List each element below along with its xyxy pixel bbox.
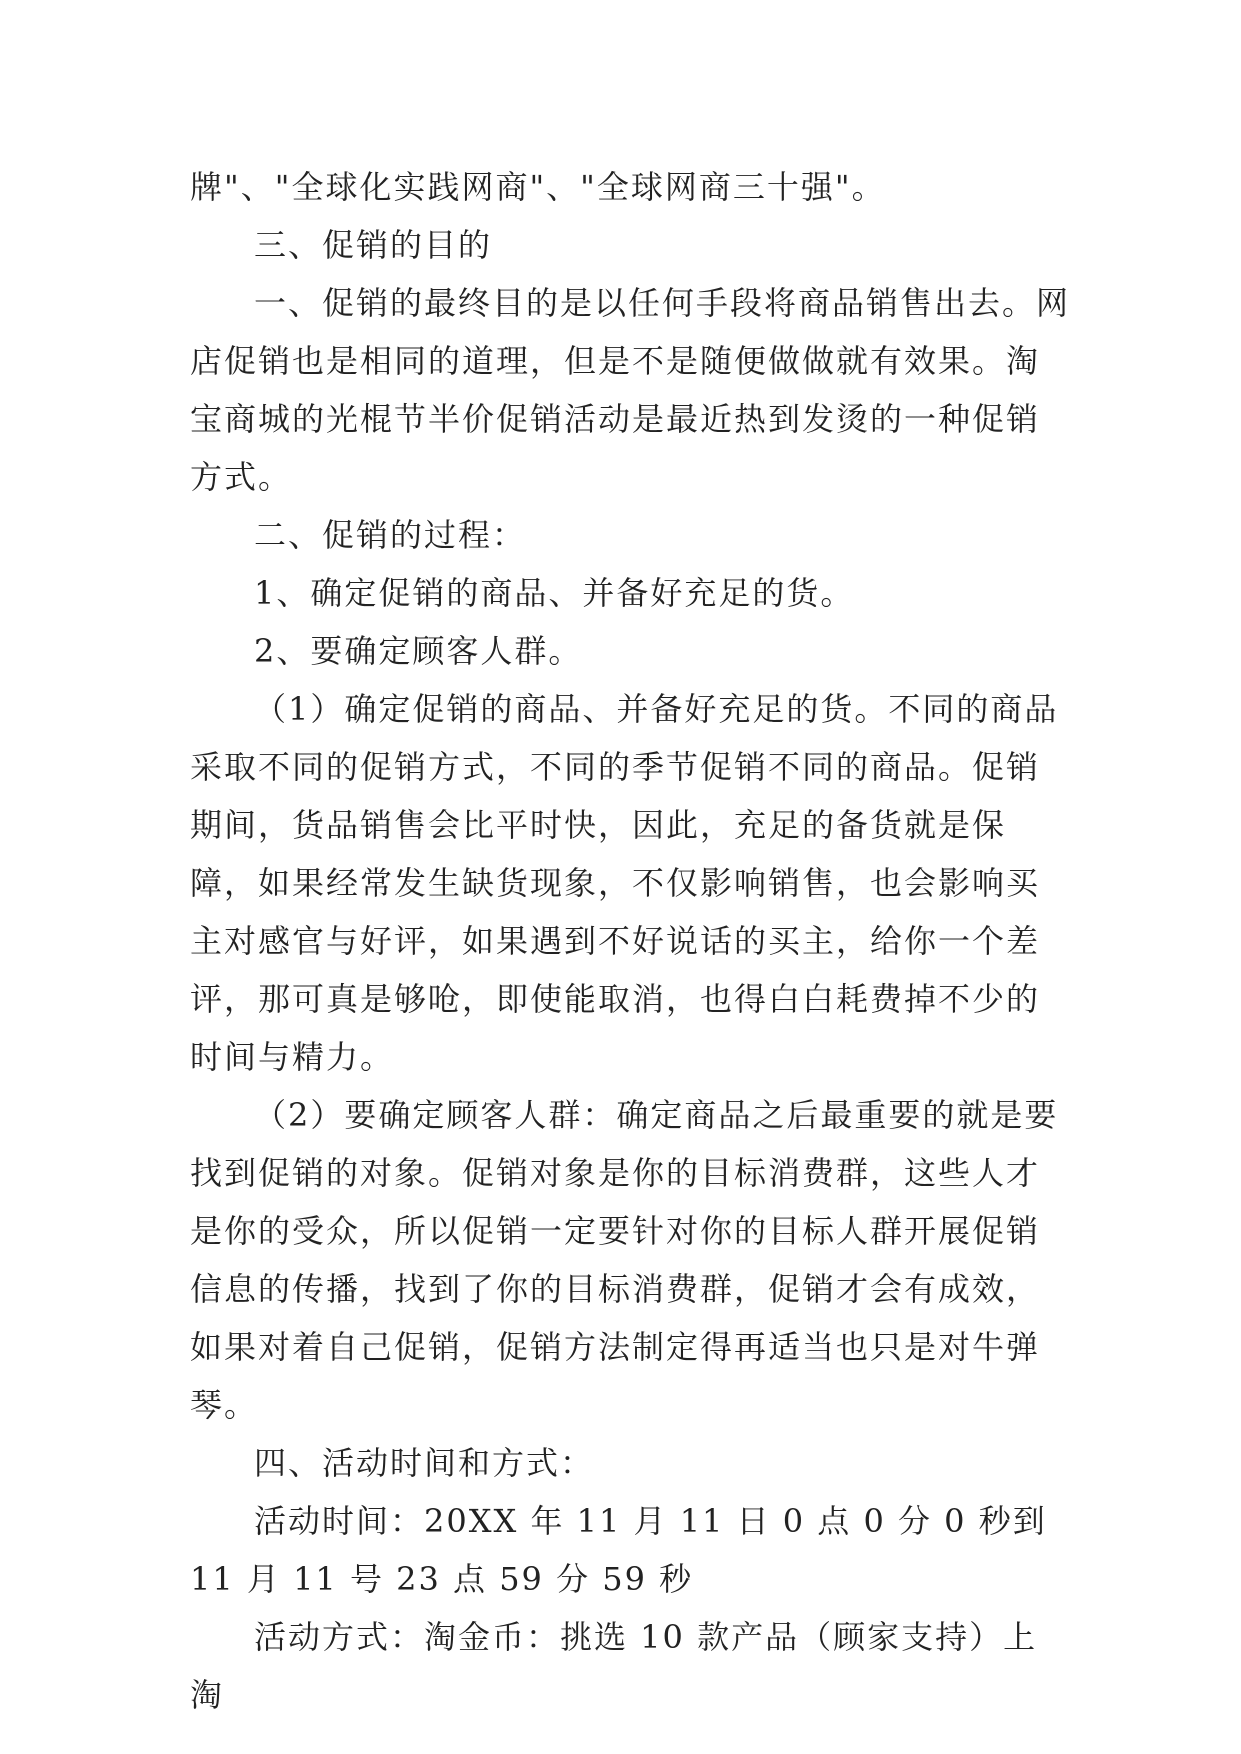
paragraph: 活动方式：淘金币：挑选 10 款产品（顾家支持）上淘: [190, 1618, 1038, 1714]
paragraph: （2）要确定顾客人群：确定商品之后最重要的就是要找到促销的对象。促销对象是你的目标消费群，这些人才是你的受众，所以促销一定要针对你的目标人群开展促销信息的传播，找到了你的目标消费群，促销才会有成效，如果对着自己促销，促销方法制定得再适当也只是对牛弹琴。: [190, 1096, 1059, 1424]
paragraph: 活动时间：20XX 年 11 月 11 日 0 点 0 分 0 秒到 11 月 11 号 23 点 59 分 59 秒: [190, 1502, 1047, 1598]
document-body: [190, 158, 1070, 1724]
paragraph: （1）确定促销的商品、并备好充足的货。不同的商品采取不同的促销方式，不同的季节促销不同的商品。促销期间，货品销售会比平时快，因此，充足的备货就是保障，如果经常发生缺货现象，不仅影响销售，也会影响买主对感官与好评，如果遇到不好说话的买主，给你一个差评，那可真是够呛，即使能取消，也得白白耗费掉不少的时间与精力。: [190, 690, 1059, 1076]
paragraph: 一、促销的最终目的是以任何手段将商品销售出去。网店促销也是相同的道理，但是不是随便做做就有效果。淘宝商城的光棍节半价促销活动是最近热到发烫的一种促销方式。: [190, 284, 1071, 496]
list-item: 1、确定促销的商品、并备好充足的货。: [254, 574, 855, 612]
section-heading: 四、活动时间和方式：: [254, 1444, 595, 1482]
list-item: 2、要确定顾客人群。: [254, 632, 583, 670]
paragraph: 牌"、"全球化实践网商"、"全球网商三十强"。: [190, 168, 886, 206]
section-heading: 二、促销的过程：: [254, 516, 527, 554]
section-heading: 三、促销的目的: [254, 226, 493, 264]
